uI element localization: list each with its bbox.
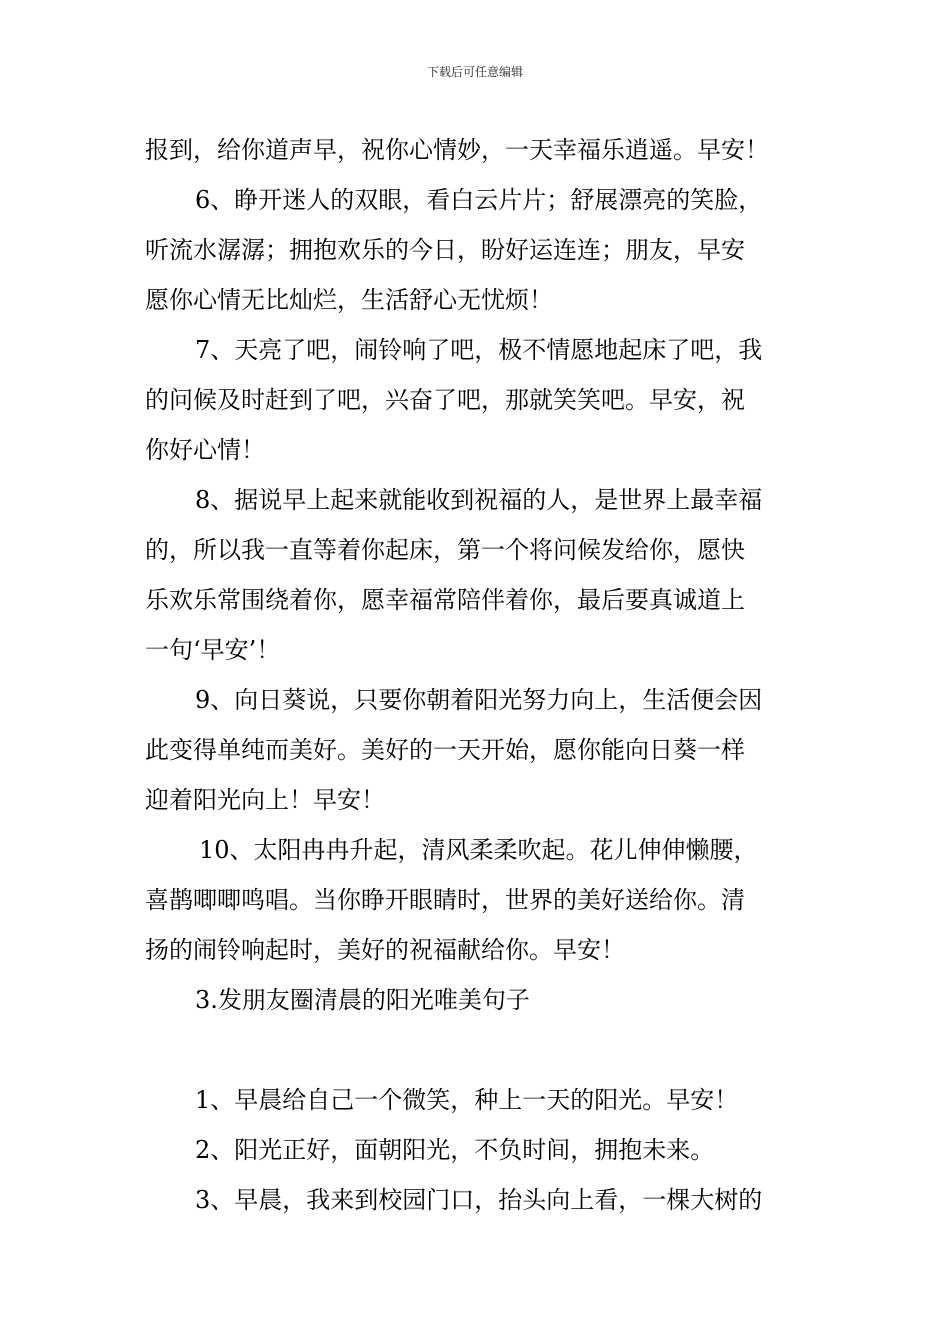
text-line: 一句‘早安’！ xyxy=(145,636,281,664)
text-line: 的问候及时赶到了吧，兴奋了吧，那就笑笑吧。早安，祝 xyxy=(145,386,745,414)
text-line: 喜鹊唧唧鸣唱。当你睁开眼睛时，世界的美好送给你。清 xyxy=(145,886,745,914)
text-line: 愿你心情无比灿烂，生活舒心无忧烦！ xyxy=(145,286,553,314)
section-heading: 3.发朋友圈清晨的阳光唯美句子 xyxy=(195,986,530,1014)
text-line: 你好心情！ xyxy=(145,436,265,464)
page-header: 下载后可任意编辑 xyxy=(426,65,523,79)
text-line: 迎着阳光向上！早安！ xyxy=(145,786,385,814)
text-line: 报到，给你道声早，祝你心情妙，一天幸福乐逍遥。早安！ xyxy=(145,136,769,164)
list-item-6: 6、睁开迷人的双眼，看白云片片；舒展漂亮的笑脸， xyxy=(195,186,763,214)
list-item-2: 2、阳光正好，面朝阳光，不负时间，拥抱未来。 xyxy=(195,1136,715,1164)
list-item-9: 9、向日葵说，只要你朝着阳光努力向上，生活便会因 xyxy=(195,686,763,714)
text-line: 的，所以我一直等着你起床，第一个将问候发给你，愿快 xyxy=(145,536,745,564)
text-line: 扬的闹铃响起时，美好的祝福献给你。早安！ xyxy=(145,936,625,964)
text-line: 听流水潺潺；拥抱欢乐的今日，盼好运连连；朋友，早安 xyxy=(145,236,745,264)
text-line: 乐欢乐常围绕着你，愿幸福常陪伴着你，最后要真诚道上 xyxy=(145,586,745,614)
blank-line xyxy=(145,1025,813,1075)
list-item-1: 1、早晨给自己一个微笑，种上一天的阳光。早安！ xyxy=(195,1086,739,1114)
list-item-8: 8、据说早上起来就能收到祝福的人，是世界上最幸福 xyxy=(195,486,763,514)
text-line: 此变得单纯而美好。美好的一天开始，愿你能向日葵一样 xyxy=(145,736,745,764)
document-body xyxy=(145,125,813,1225)
list-item-7: 7、天亮了吧，闹铃响了吧，极不情愿地起床了吧，我 xyxy=(195,336,763,364)
list-item-3: 3、早晨，我来到校园门口，抬头向上看，一棵大树的 xyxy=(195,1186,763,1214)
list-item-10: 10、太阳冉冉升起，清风柔柔吹起。花儿伸伸懒腰， xyxy=(199,836,758,864)
